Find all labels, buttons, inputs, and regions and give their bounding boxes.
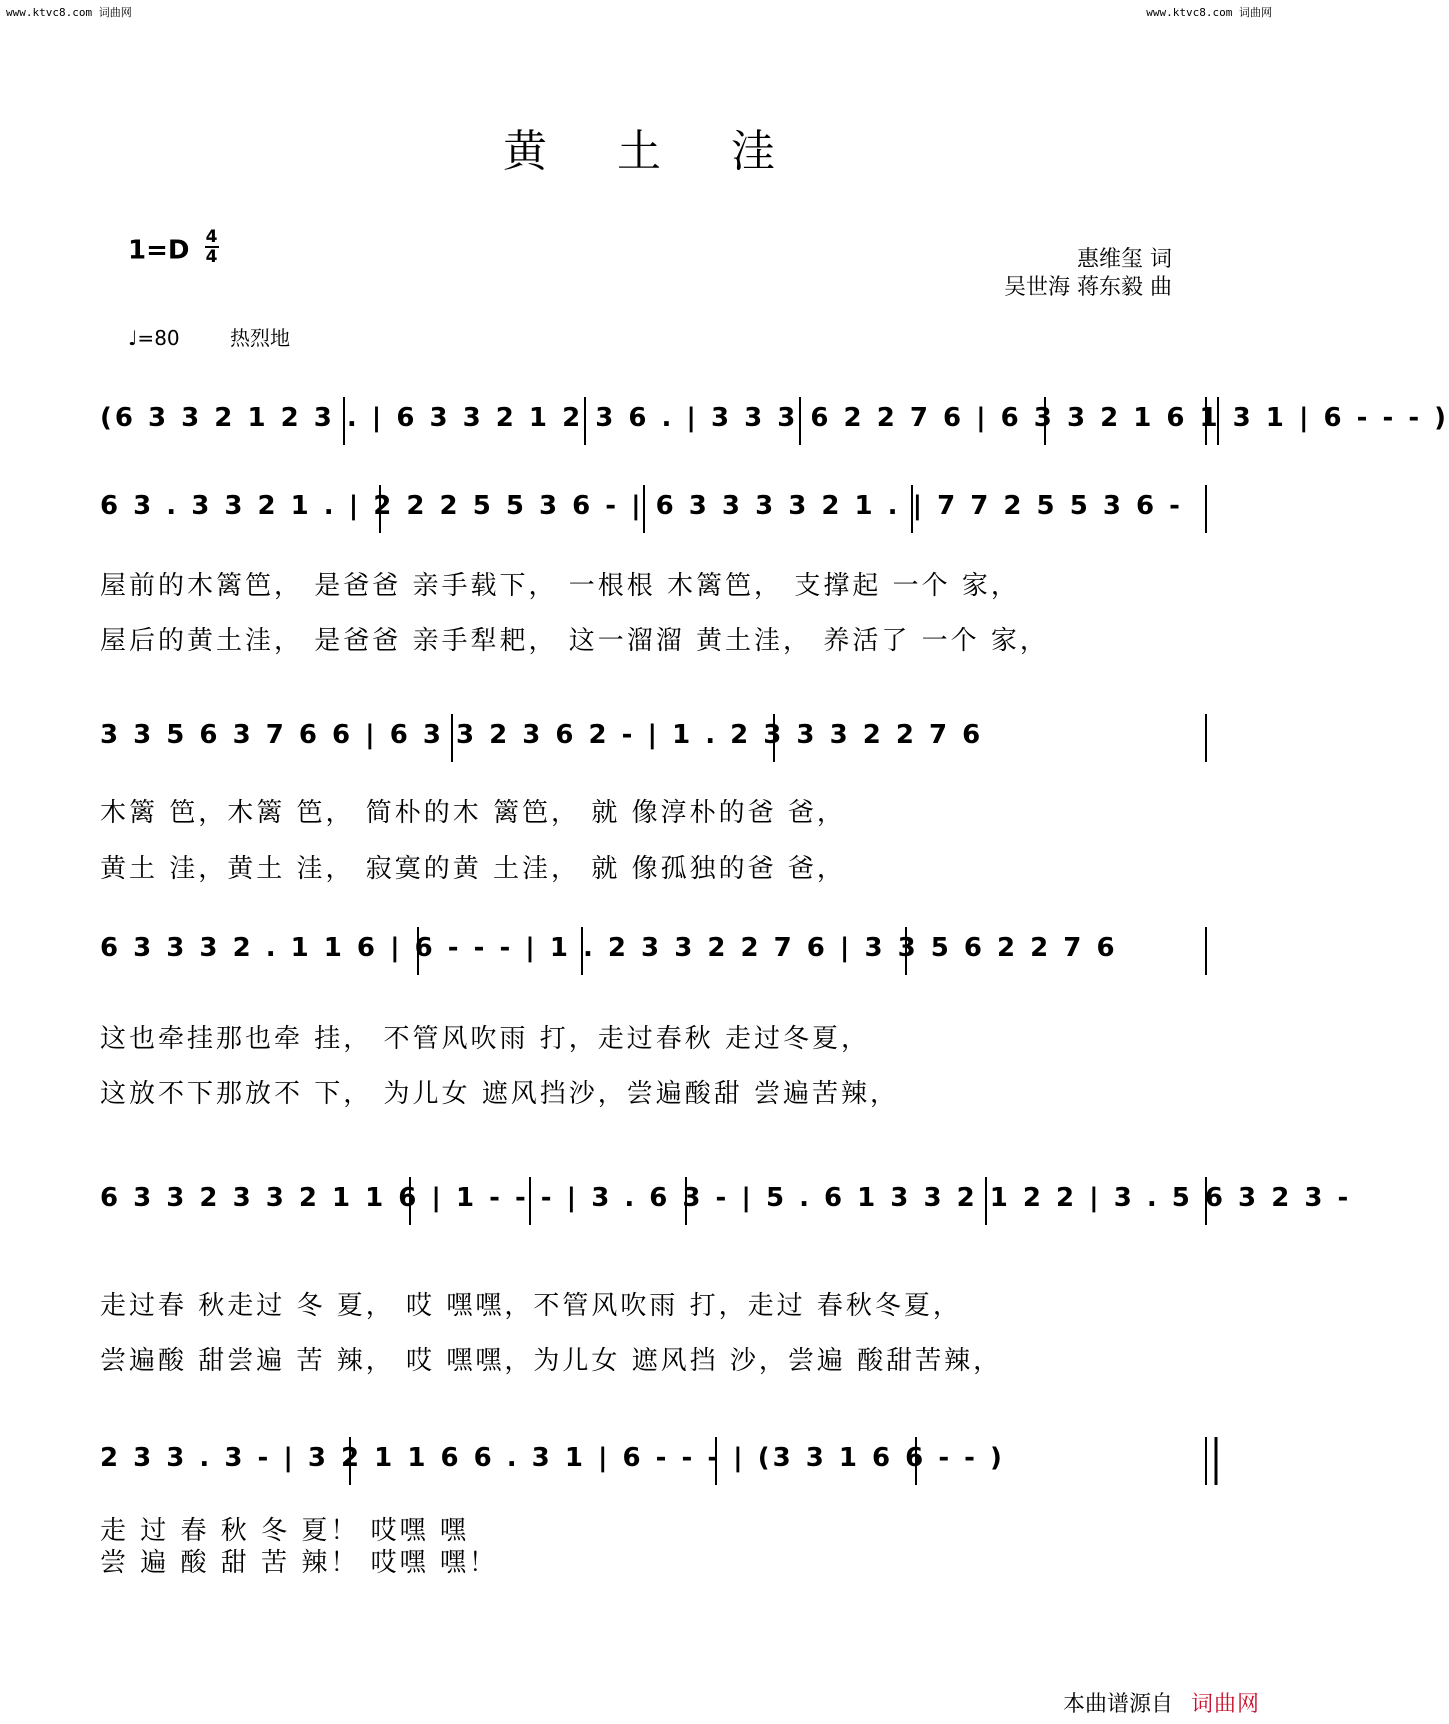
tempo-value: ♩=80 xyxy=(128,326,180,350)
lyrics-3-verse-1: 木篱 笆，木篱 笆， 简朴的木 篱笆， 就 像淳朴的爸 爸， xyxy=(100,798,846,828)
lyrics-6-verse-2: 尝 遍 酸 甜 苦 辣！ 哎嘿 嘿！ xyxy=(100,1548,498,1578)
expression-marking: 热烈地 xyxy=(230,326,290,350)
notation-line-4 xyxy=(100,925,1220,995)
time-signature xyxy=(205,228,219,266)
key-signature xyxy=(128,227,219,270)
lyrics-3-verse-2: 黄土 洼，黄土 洼， 寂寞的黄 土洼， 就 像孤独的爸 爸， xyxy=(100,854,846,884)
lyrics-6-verse-1: 走 过 春 秋 冬 夏！ 哎嘿 嘿 xyxy=(100,1516,469,1546)
site-url-left: www.ktvc8.com 词曲网 xyxy=(6,6,132,19)
notes-2: 6 3 . 3 3 2 1 . | 2 2 2 5 5 3 6 - | 6 3 3 3 3 2 1 . | 7 7 2 5 5 3 6 - xyxy=(100,491,1183,521)
lyrics-5-verse-2: 尝遍酸 甜尝遍 苦 辣， 哎 嘿嘿，为儿女 遮风挡 沙，尝遍 酸甜苦辣， xyxy=(100,1346,1003,1376)
lyrics-2-verse-1: 屋前的木篱笆， 是爸爸 亲手载下， 一根根 木篱笆， 支撑起 一个 家， xyxy=(100,571,1020,601)
site-url-right: www.ktvc8.com 词曲网 xyxy=(1146,6,1272,19)
notes-4: 6 3 3 3 2 . 1 1 6 | 6 - - - | 1 . 2 3 3 2 2 7 6 | 3 3 5 6 2 2 7 6 xyxy=(100,933,1118,963)
source-label: 本曲谱源自 xyxy=(1062,1692,1173,1717)
notes-1: (6 3 3 2 1 2 3 . | 6 3 3 2 1 2 3 6 . | 3 3 3 6 2 2 7 6 | 6 3 3 2 1 6 1 3 1 | 6 - - - ) xyxy=(100,403,1449,433)
notation-line-2 xyxy=(100,483,1220,553)
lyrics-5-verse-1: 走过春 秋走过 冬 夏， 哎 嘿嘿，不管风吹雨 打，走过 春秋冬夏， xyxy=(100,1291,962,1321)
key-label: 1=D xyxy=(128,235,190,266)
notes-5: 6 3 3 2 3 3 2 1 1 6 | 1 - - - | 3 . 6 3 - | 5 . 6 1 3 3 2 1 2 2 | 3 . 5 6 3 2 3 - xyxy=(100,1183,1352,1213)
notation-line-6 xyxy=(100,1435,1220,1505)
notation-line-1 xyxy=(100,395,1449,465)
time-bottom: 4 xyxy=(205,247,218,267)
time-top: 4 xyxy=(205,227,218,247)
lyrics-4-verse-1: 这也牵挂那也牵 挂， 不管风吹雨 打，走过春秋 走过冬夏， xyxy=(100,1024,871,1054)
source-footer xyxy=(1063,1687,1260,1718)
lyrics-2-verse-2: 屋后的黄土洼， 是爸爸 亲手犁耙， 这一溜溜 黄土洼， 养活了 一个 家， xyxy=(100,626,1049,656)
song-title: 黄土洼 xyxy=(503,126,845,177)
composer-credit: 吴世海 蒋东毅 曲 xyxy=(1004,275,1172,300)
notation-line-3 xyxy=(100,712,1220,782)
lyricist-credit: 惠维玺 词 xyxy=(1077,247,1172,272)
notation-line-5 xyxy=(100,1175,1352,1245)
notes-3: 3 3 5 6 3 7 6 6 | 6 3 3 2 3 6 2 - | 1 . 2 3 3 3 2 2 7 6 xyxy=(100,720,984,750)
notes-6: 2 3 3 . 3 - | 3 2 1 1 6 6 . 3 1 | 6 - - - | (3 3 1 6 6 - - ) xyxy=(100,1443,1005,1473)
brand-logo-text[interactable]: 词曲网 xyxy=(1190,1692,1260,1717)
tempo-marking xyxy=(128,322,290,351)
lyrics-4-verse-2: 这放不下那放不 下， 为儿女 遮风挡沙，尝遍酸甜 尝遍苦辣， xyxy=(100,1079,900,1109)
